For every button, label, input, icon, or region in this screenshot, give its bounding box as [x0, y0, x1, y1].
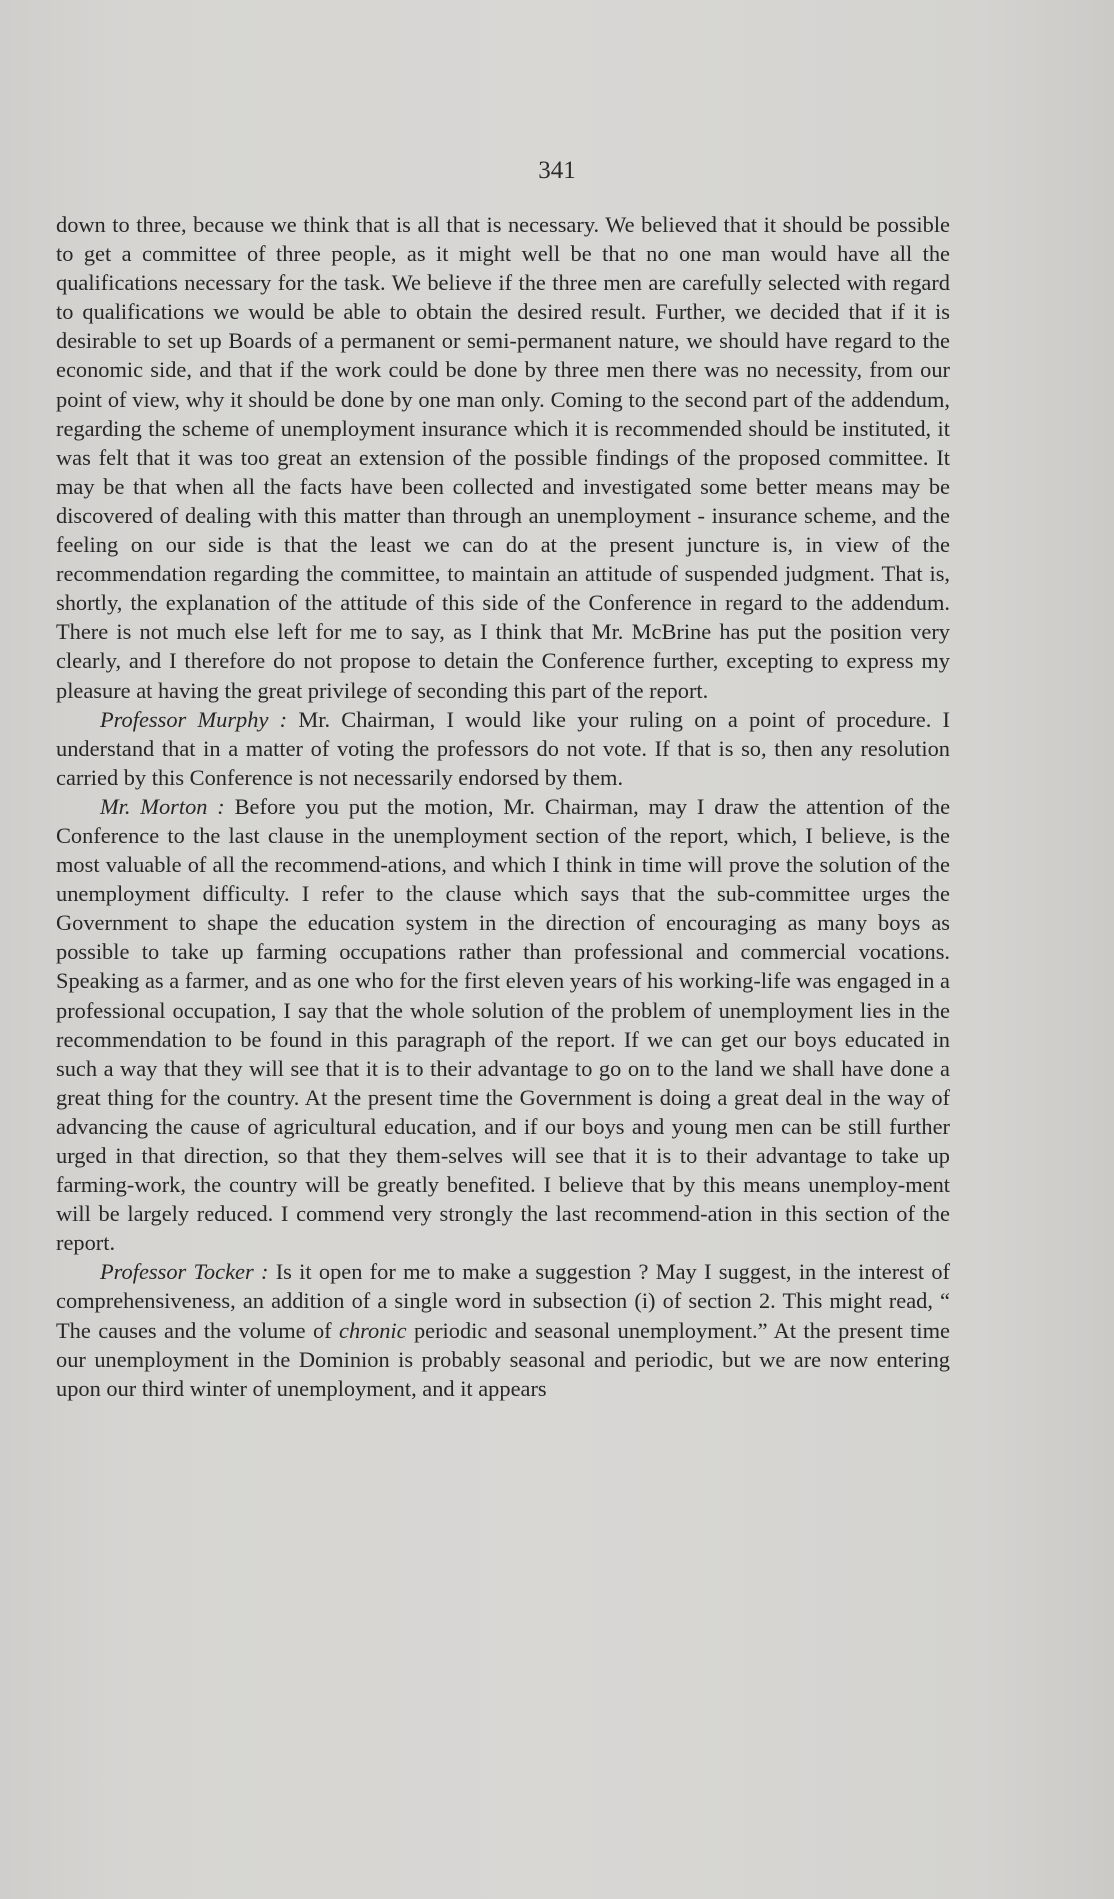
paragraph-continuation	[56, 210, 950, 705]
paragraph-text: periodic and seasonal unemployment.” At the present time our unemployment in the Dominion is probably seasonal and periodic, but we are now entering upon our third winter of unemployment, and it appears	[56, 1317, 950, 1401]
speaker-name: Professor Tocker :	[100, 1259, 269, 1285]
emphasized-word: chronic	[339, 1317, 407, 1343]
paragraph-text: Is it open for me to make a suggestion ? May I suggest, in the interest of comprehensiveness, an addition of a single word in subsection (i) of section 2. This might read, “ The causes and the volume of	[56, 1259, 950, 1343]
paragraph-professor-murphy	[56, 705, 950, 792]
speaker-name: Professor Murphy :	[100, 706, 288, 732]
paragraph-text: Mr. Chairman, I would like your ruling on a point of procedure. I understand that in a matter of voting the professors do not vote. If that is so, then any resolution carried by this Conference is not necessarily endorsed by them.	[56, 706, 950, 790]
paragraph-mr-morton	[56, 792, 950, 1258]
paragraph-professor-tocker	[56, 1257, 950, 1402]
body-text	[56, 210, 950, 1403]
speaker-name: Mr. Morton :	[100, 793, 225, 819]
paragraph-text: Before you put the motion, Mr. Chairman, may I draw the attention of the Conference to the last clause in the unemployment section of the report, which, I believe, is the most valuable of all the recommend-ations, and which I think in time will prove the solution of the unemployment difficulty. I refer to the clause which says that the sub-committee urges the Government to shape the education system in the direction of encouraging as many boys as possible to take up farming occupations rather than professional and commercial vocations. Speaking as a farmer, and as one who for the first eleven years of his working-life was engaged in a professional occupation, I say that the whole solution of the problem of unemployment lies in the recommendation to be found in this paragraph of the report. If we can get our boys educated in such a way that they will see that it is to their advantage to go on to the land we shall have done a great thing for the country. At the present time the Government is doing a great deal in the way of advancing the cause of agricultural education, and if our boys and young men can be still further urged in that direction, so that they them-selves will see that it is to their advantage to take up farming-work, the country will be greatly benefited. I believe that by this means unemploy-ment will be largely reduced. I commend very strongly the last recommend-ation in this section of the report.	[56, 793, 951, 1256]
page-number: 341	[538, 157, 576, 184]
paragraph-text: down to three, because we think that is all that is necessary. We believed that it should be possible to get a committee of three people, as it might well be that no one man would have all the qualifications necessary for the task. We believe if the three men are carefully selected with regard to qualifications we would be able to obtain the desired result. Further, we decided that if it is desirable to set up Boards of a permanent or semi-permanent nature, we should have regard to the economic side, and that if the work could be done by three men there was no necessity, from our point of view, why it should be done by one man only. Coming to the second part of the addendum, regarding the scheme of unemployment insurance which it is recommended should be instituted, it was felt that it was too great an extension of the possible findings of the proposed committee. It may be that when all the facts have been collected and investigated some better means may be discovered of dealing with this matter than through an unemployment - insurance scheme, and the feeling on our side is that the least we can do at the present juncture is, in view of the recommendation regarding the committee, to maintain an attitude of suspended judgment. That is, shortly, the explanation of the attitude of this side of the Conference in regard to the addendum. There is not much else left for me to say, as I think that Mr. McBrine has put the position very clearly, and I therefore do not propose to detain the Conference further, excepting to express my pleasure at having the great privilege of seconding this part of the report.	[56, 212, 950, 703]
